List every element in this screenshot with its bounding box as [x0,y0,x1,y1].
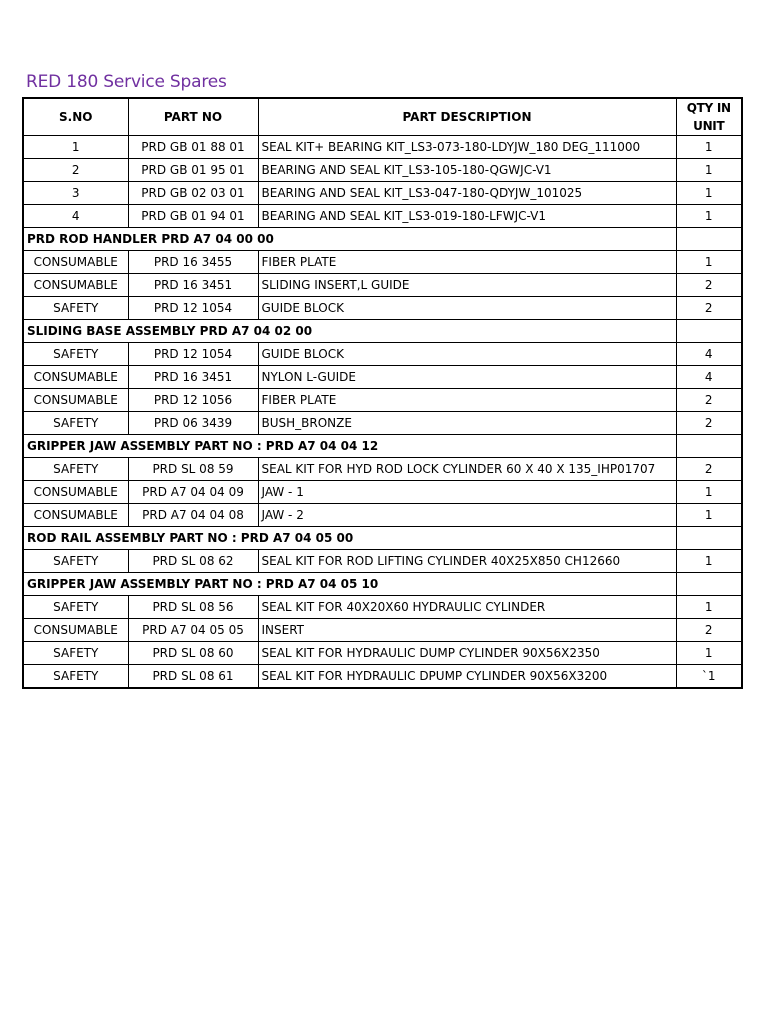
cell-sno: 4 [23,205,128,228]
table-row [23,481,742,504]
cell-description: JAW - 1 [258,481,676,504]
cell-part-no: PRD 12 1054 [128,343,258,366]
cell-qty: `1 [676,665,742,689]
cell-part-no: PRD SL 08 61 [128,665,258,689]
cell-qty: 1 [676,182,742,205]
cell-part-no: PRD 12 1056 [128,389,258,412]
cell-part-no: PRD SL 08 59 [128,458,258,481]
group-header-row [23,435,742,458]
cell-description: SEAL KIT+ BEARING KIT_LS3-073-180-LDYJW_180 DEG_111000 [258,136,676,159]
cell-sno: CONSUMABLE [23,274,128,297]
cell-qty: 2 [676,458,742,481]
cell-part-no: PRD SL 08 60 [128,642,258,665]
group-header-row [23,228,742,251]
table-row [23,642,742,665]
group-label: GRIPPER JAW ASSEMBLY PART NO : PRD A7 04 04 12 [23,435,676,458]
group-label: ROD RAIL ASSEMBLY PART NO : PRD A7 04 05 00 [23,527,676,550]
document-title: RED 180 Service Spares [26,72,227,92]
cell-sno: CONSUMABLE [23,366,128,389]
table-row [23,619,742,642]
table-row [23,136,742,159]
cell-part-no: PRD GB 01 94 01 [128,205,258,228]
table-row [23,665,742,689]
cell-description: GUIDE BLOCK [258,343,676,366]
table-row [23,205,742,228]
cell-qty: 2 [676,297,742,320]
group-qty-empty [676,320,742,343]
cell-description: BUSH_BRONZE [258,412,676,435]
cell-part-no: PRD 16 3455 [128,251,258,274]
cell-description: SEAL KIT FOR HYDRAULIC DPUMP CYLINDER 90X56X3200 [258,665,676,689]
cell-qty: 1 [676,481,742,504]
cell-description: SLIDING INSERT,L GUIDE [258,274,676,297]
cell-description: NYLON L-GUIDE [258,366,676,389]
table-row [23,297,742,320]
cell-part-no: PRD GB 01 88 01 [128,136,258,159]
table-row [23,412,742,435]
cell-qty: 2 [676,274,742,297]
cell-part-no: PRD A7 04 04 08 [128,504,258,527]
table-row [23,159,742,182]
table-row [23,458,742,481]
cell-qty: 2 [676,619,742,642]
cell-description: BEARING AND SEAL KIT_LS3-047-180-QDYJW_101025 [258,182,676,205]
table-row [23,182,742,205]
spares-table [22,97,743,689]
cell-part-no: PRD 06 3439 [128,412,258,435]
cell-sno: CONSUMABLE [23,251,128,274]
group-header-row [23,320,742,343]
group-qty-empty [676,435,742,458]
cell-sno: CONSUMABLE [23,481,128,504]
group-qty-empty [676,228,742,251]
cell-description: SEAL KIT FOR HYD ROD LOCK CYLINDER 60 X 40 X 135_IHP01707 [258,458,676,481]
header-sno: S.NO [23,98,128,136]
cell-qty: 1 [676,642,742,665]
header-part-no: PART NO [128,98,258,136]
cell-sno: SAFETY [23,297,128,320]
cell-description: SEAL KIT FOR HYDRAULIC DUMP CYLINDER 90X56X2350 [258,642,676,665]
cell-qty: 1 [676,504,742,527]
cell-sno: CONSUMABLE [23,619,128,642]
table-row [23,274,742,297]
cell-qty: 1 [676,159,742,182]
cell-description: FIBER PLATE [258,251,676,274]
table-row [23,251,742,274]
group-label: GRIPPER JAW ASSEMBLY PART NO : PRD A7 04 05 10 [23,573,676,596]
cell-description: INSERT [258,619,676,642]
cell-sno: SAFETY [23,642,128,665]
cell-sno: 1 [23,136,128,159]
cell-description: FIBER PLATE [258,389,676,412]
table-row [23,389,742,412]
cell-sno: CONSUMABLE [23,504,128,527]
group-qty-empty [676,573,742,596]
cell-sno: CONSUMABLE [23,389,128,412]
cell-sno: 3 [23,182,128,205]
cell-part-no: PRD 12 1054 [128,297,258,320]
cell-sno: SAFETY [23,596,128,619]
cell-sno: SAFETY [23,458,128,481]
group-header-row [23,573,742,596]
group-label: PRD ROD HANDLER PRD A7 04 00 00 [23,228,676,251]
cell-part-no: PRD 16 3451 [128,366,258,389]
cell-qty: 1 [676,205,742,228]
cell-qty: 1 [676,136,742,159]
cell-part-no: PRD SL 08 62 [128,550,258,573]
group-qty-empty [676,527,742,550]
cell-description: SEAL KIT FOR ROD LIFTING CYLINDER 40X25X850 CH12660 [258,550,676,573]
cell-part-no: PRD GB 02 03 01 [128,182,258,205]
cell-part-no: PRD A7 04 04 09 [128,481,258,504]
cell-qty: 1 [676,251,742,274]
header-part-description: PART DESCRIPTION [258,98,676,136]
cell-description: SEAL KIT FOR 40X20X60 HYDRAULIC CYLINDER [258,596,676,619]
cell-sno: 2 [23,159,128,182]
group-header-row [23,527,742,550]
cell-part-no: PRD 16 3451 [128,274,258,297]
table-row [23,550,742,573]
cell-qty: 2 [676,389,742,412]
cell-description: BEARING AND SEAL KIT_LS3-019-180-LFWJC-V1 [258,205,676,228]
table-row [23,366,742,389]
header-qty-in-unit: QTY IN UNIT [676,98,742,136]
cell-sno: SAFETY [23,412,128,435]
table-row [23,504,742,527]
cell-description: JAW - 2 [258,504,676,527]
cell-description: GUIDE BLOCK [258,297,676,320]
cell-sno: SAFETY [23,665,128,689]
cell-part-no: PRD GB 01 95 01 [128,159,258,182]
table-header-row [23,98,742,136]
cell-qty: 2 [676,412,742,435]
table-row [23,343,742,366]
cell-sno: SAFETY [23,343,128,366]
cell-part-no: PRD SL 08 56 [128,596,258,619]
cell-qty: 4 [676,343,742,366]
cell-description: BEARING AND SEAL KIT_LS3-105-180-QGWJC-V1 [258,159,676,182]
cell-qty: 4 [676,366,742,389]
cell-qty: 1 [676,550,742,573]
cell-part-no: PRD A7 04 05 05 [128,619,258,642]
cell-qty: 1 [676,596,742,619]
group-label: SLIDING BASE ASSEMBLY PRD A7 04 02 00 [23,320,676,343]
cell-sno: SAFETY [23,550,128,573]
table-row [23,596,742,619]
